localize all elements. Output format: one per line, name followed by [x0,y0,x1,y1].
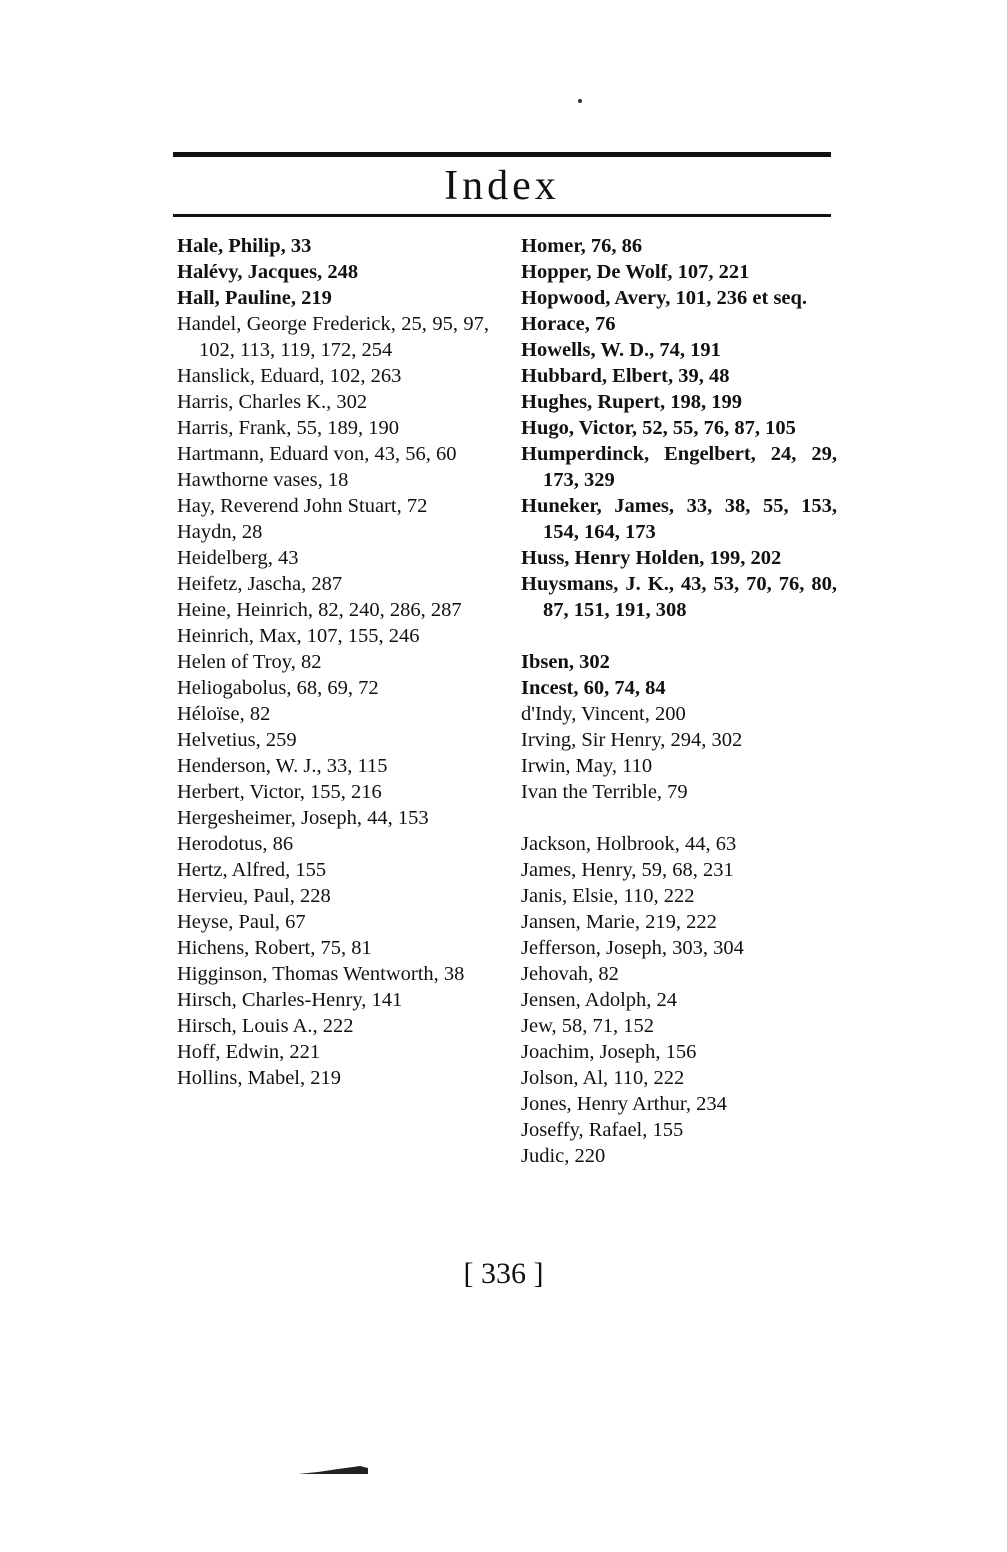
index-entry: James, Henry, 59, 68, 231 [521,859,734,881]
index-entry: Heliogabolus, 68, 69, 72 [177,677,379,699]
letter-section-gap [521,623,837,649]
index-entry: Heine, Heinrich, 82, 240, 286, 287 [177,599,462,621]
index-entry: Janis, Elsie, 110, 222 [521,885,695,907]
index-entry: Hartmann, Eduard von, 43, 56, 60 [177,443,457,465]
index-entry: Hollins, Mabel, 219 [177,1067,341,1089]
index-entry: Jansen, Marie, 219, 222 [521,911,717,933]
ink-smudge [298,1466,368,1475]
ink-speck [578,99,582,103]
index-entry: Judic, 220 [521,1145,606,1167]
letter-section-gap [521,805,837,831]
index-entry: Handel, George Frederick, 25, 95, 97, 102, 113, 119, 172, 254 [177,313,489,361]
index-entry: Huneker, James, 33, 38, 55, 153, 154, 164, 173 [521,495,837,543]
index-entry: Hopper, De Wolf, 107, 221 [521,261,750,283]
index-entry: Homer, 76, 86 [521,235,643,257]
index-entry: Hichens, Robert, 75, 81 [177,937,372,959]
index-entry: Hirsch, Louis A., 222 [177,1015,354,1037]
index-entry: Ivan the Terrible, 79 [521,781,688,803]
index-entry: Herodotus, 86 [177,833,294,855]
index-entry: Hergesheimer, Joseph, 44, 153 [177,807,429,829]
index-entry: Jefferson, Joseph, 303, 304 [521,937,744,959]
index-entry: Higginson, Thomas Wentworth, 38 [177,963,465,985]
index-entry: Heinrich, Max, 107, 155, 246 [177,625,420,647]
index-entry: Harris, Charles K., 302 [177,391,368,413]
index-entry: Henderson, W. J., 33, 115 [177,755,388,777]
index-column-right [521,233,837,1169]
index-entry: Hervieu, Paul, 228 [177,885,331,907]
index-entry: Hay, Reverend John Stuart, 72 [177,495,428,517]
index-entry: Horace, 76 [521,313,616,335]
index-entry: Hugo, Victor, 52, 55, 76, 87, 105 [521,417,796,439]
header-rule-top [173,152,831,157]
index-entry: Heidelberg, 43 [177,547,299,569]
index-entry: Irwin, May, 110 [521,755,653,777]
index-entry: Herbert, Victor, 155, 216 [177,781,382,803]
index-entry: Hawthorne vases, 18 [177,469,349,491]
index-entry: Heyse, Paul, 67 [177,911,306,933]
index-entry: Humperdinck, Engelbert, 24, 29, 173, 329 [521,443,837,491]
index-entry: Irving, Sir Henry, 294, 302 [521,729,743,751]
index-entry: Harris, Frank, 55, 189, 190 [177,417,400,439]
index-entry: Hubbard, Elbert, 39, 48 [521,365,730,387]
index-entry: Heifetz, Jascha, 287 [177,573,343,595]
index-entry: Hirsch, Charles-Henry, 141 [177,989,403,1011]
index-entry: Hopwood, Avery, 101, 236 et seq. [521,287,808,309]
index-entry: Incest, 60, 74, 84 [521,677,666,699]
index-entry: Jehovah, 82 [521,963,619,985]
page-title: Index [444,163,560,209]
index-entry: Joachim, Joseph, 156 [521,1041,697,1063]
header-rule-bottom [173,214,831,217]
index-entry: Ibsen, 302 [521,651,610,673]
index-entry: Jackson, Holbrook, 44, 63 [521,833,737,855]
index-entry: Huss, Henry Holden, 199, 202 [521,547,782,569]
index-entry: Hall, Pauline, 219 [177,287,332,309]
index-entry: d'Indy, Vincent, 200 [521,703,686,725]
index-column-left [177,233,489,1091]
index-entry: Jolson, Al, 110, 222 [521,1067,685,1089]
index-entry: Hale, Philip, 33 [177,235,312,257]
index-entry: Hoff, Edwin, 221 [177,1041,321,1063]
index-entry: Helvetius, 259 [177,729,297,751]
index-entry: Jones, Henry Arthur, 234 [521,1093,727,1115]
index-entry: Haydn, 28 [177,521,263,543]
index-entry: Hertz, Alfred, 155 [177,859,327,881]
index-entry: Jew, 58, 71, 152 [521,1015,655,1037]
index-entry: Jensen, Adolph, 24 [521,989,678,1011]
index-entry: Huysmans, J. K., 43, 53, 70, 76, 80, 87, 151, 191, 308 [521,573,837,621]
index-entry: Howells, W. D., 74, 191 [521,339,721,361]
page-number: [ 336 ] [463,1257,544,1290]
index-entry: Hanslick, Eduard, 102, 263 [177,365,402,387]
index-entry: Héloïse, 82 [177,703,271,725]
index-entry: Halévy, Jacques, 248 [177,261,359,283]
index-entry: Hughes, Rupert, 198, 199 [521,391,742,413]
index-entry: Helen of Troy, 82 [177,651,322,673]
index-entry: Joseffy, Rafael, 155 [521,1119,684,1141]
